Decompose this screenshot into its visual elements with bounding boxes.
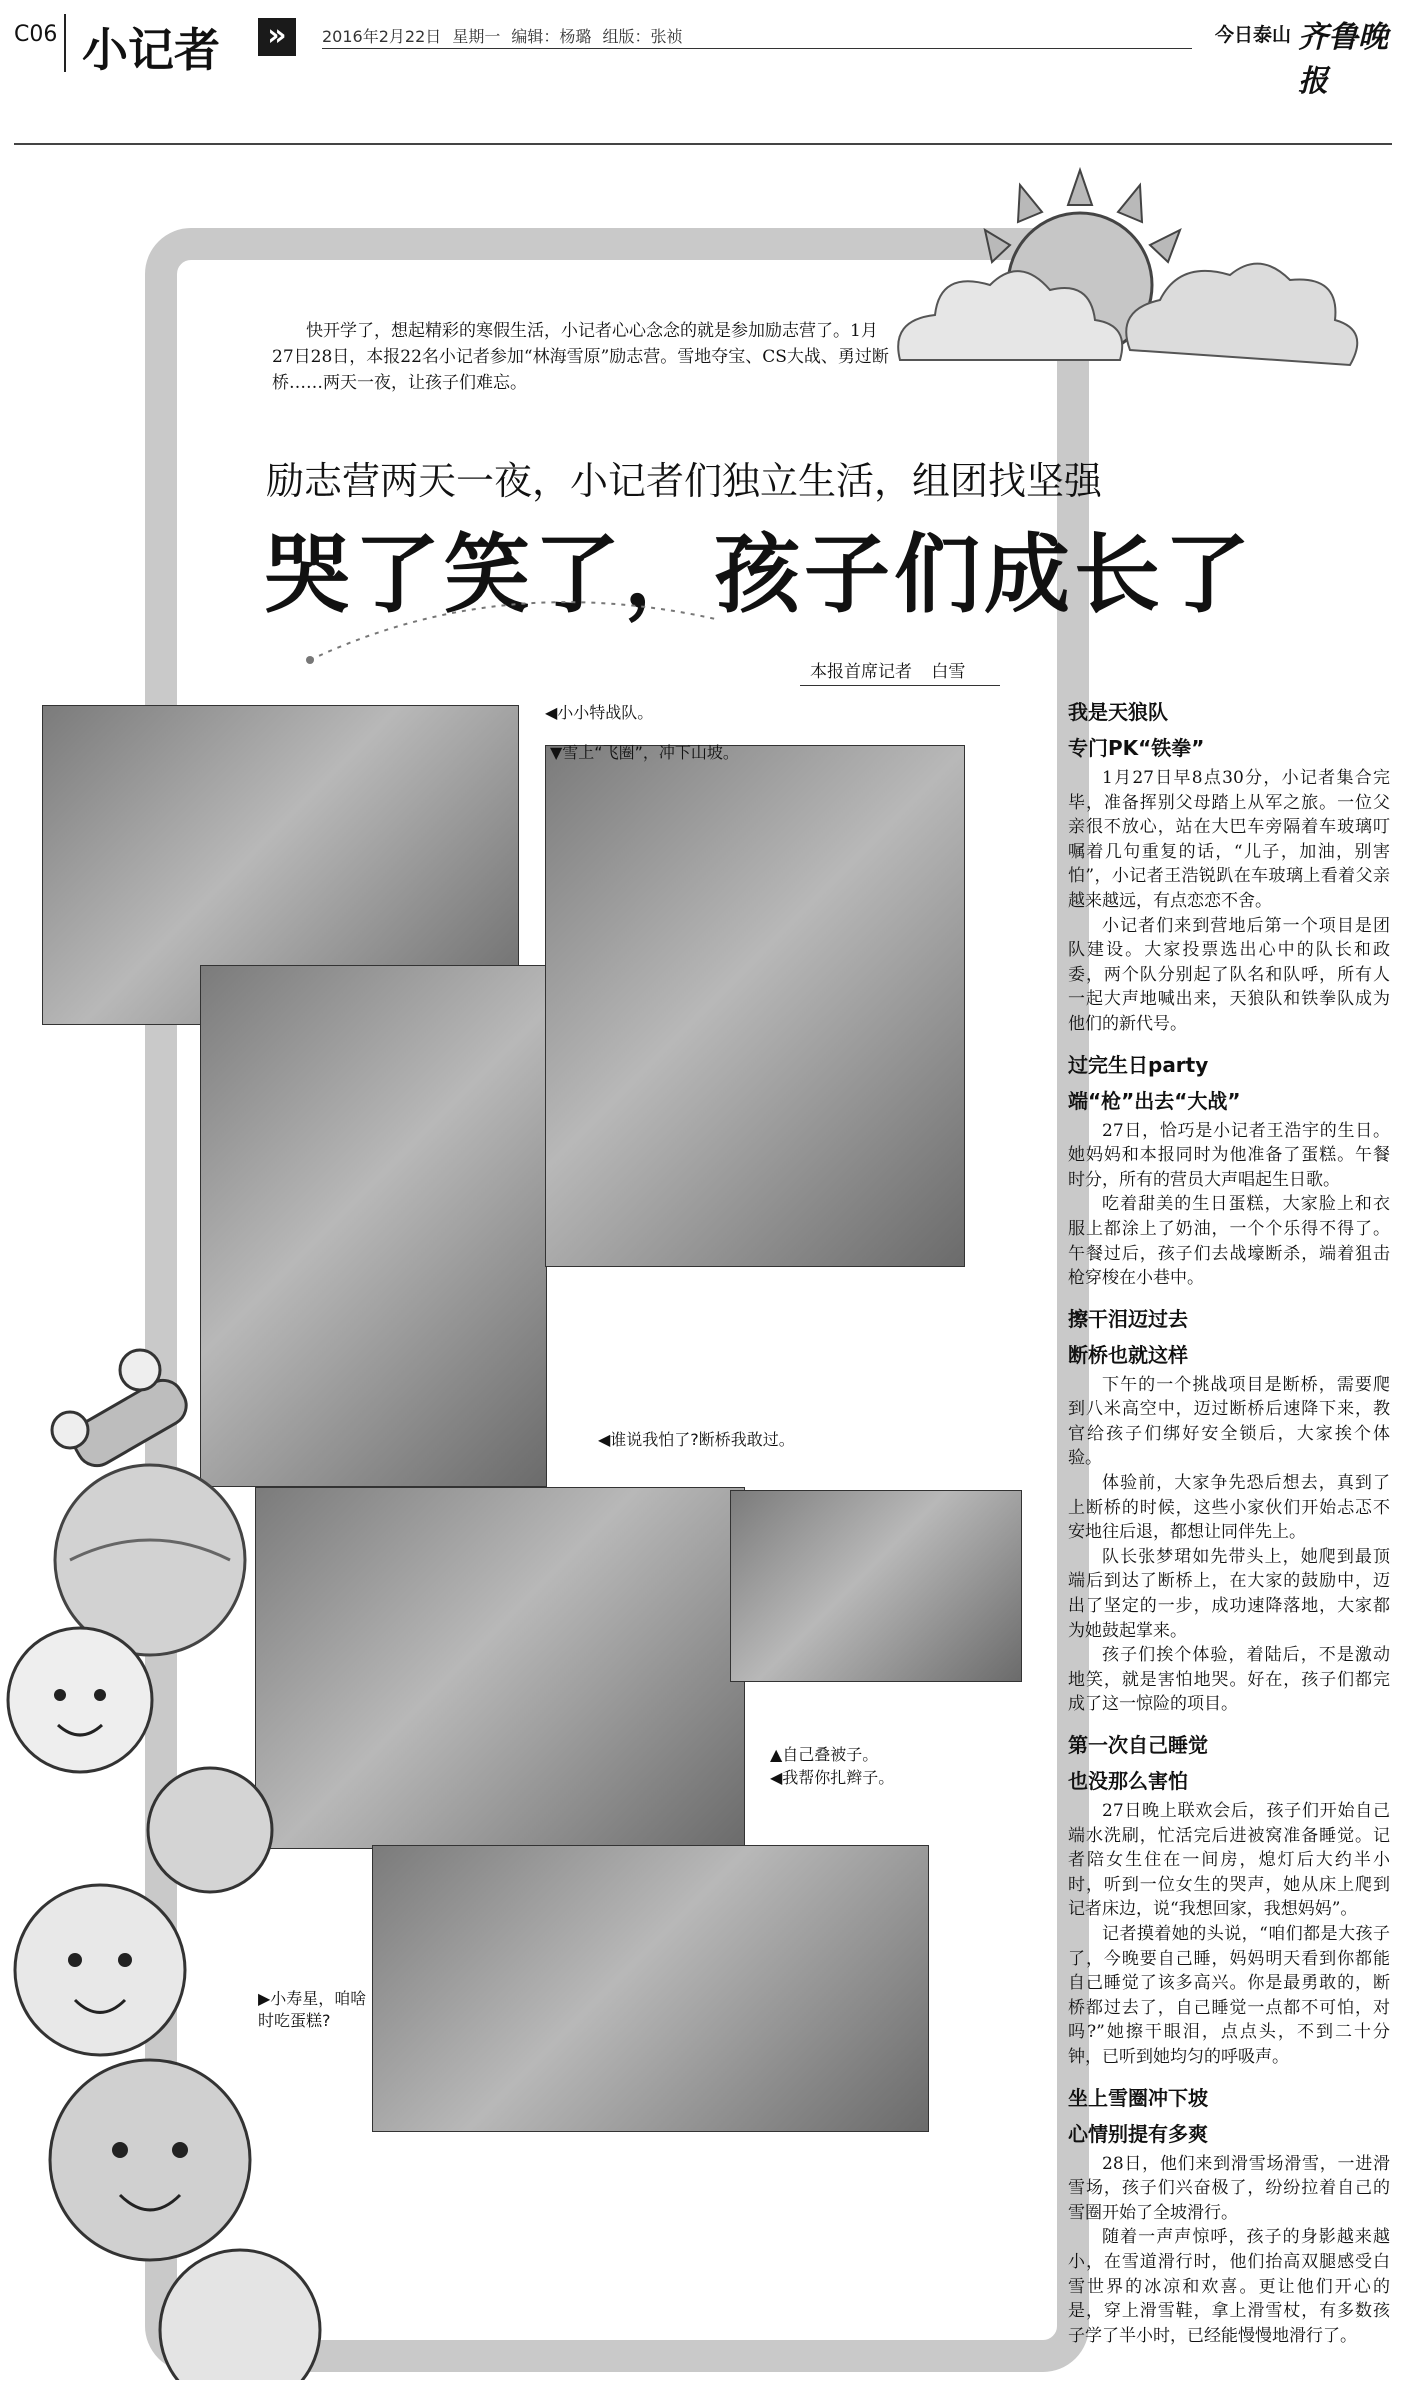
body-paragraph: 下午的一个挑战项目是断桥，需要爬到八米高空中，迈过断桥后速降下来，教官给孩子们绑好安全锁后，大家挨个体验。 bbox=[1068, 1374, 1390, 1469]
section-heading: 擦干泪迈过去 bbox=[1068, 1306, 1188, 1331]
body-paragraph: 记者摸着她的头说，“咱们都是大孩子了，今晚要自己睡，妈妈明天看到你都能自己睡觉了该多高兴。你是最勇敢的，断桥都过去了，自己睡觉一点都不可怕，对吗?”她擦干眼泪，点点头，不到二十分钟，已听到她均匀的呼吸声。 bbox=[1068, 1923, 1390, 2067]
byline: 本报首席记者 白雪 bbox=[810, 662, 966, 682]
masthead-rule bbox=[322, 48, 1192, 49]
photo-quilt bbox=[730, 1490, 1022, 1682]
section-subheading: 专门PK“铁拳” bbox=[1068, 736, 1205, 760]
newspaper-logo: 齐鲁晚报 bbox=[1298, 20, 1388, 99]
caption-quilt: ▲自己叠被子。 bbox=[770, 1745, 879, 1764]
section-heading: 第一次自己睡觉 bbox=[1068, 1733, 1208, 1757]
section-subheading: 心情别提有多爽 bbox=[1068, 2121, 1208, 2146]
section-heading: 过完生日party bbox=[1068, 1052, 1209, 1077]
body-paragraph: 28日，他们来到滑雪场滑雪，一进滑雪场，孩子们兴奋极了，纷纷拉着自己的雪圈开始了全坡滑行。 bbox=[1068, 2153, 1390, 2223]
article-section bbox=[1068, 694, 1390, 1037]
region-label: 今日泰山 bbox=[1215, 24, 1292, 46]
section-heading: 坐上雪圈冲下坡 bbox=[1068, 2085, 1208, 2110]
section-heading: 我是天狼队 bbox=[1068, 700, 1168, 724]
page-number: C06 bbox=[14, 22, 58, 47]
caption-birthday: ▶小寿星，咱啥时吃蛋糕? bbox=[258, 1989, 367, 2030]
headline: 哭了笑了，孩子们成长了 bbox=[264, 525, 1254, 625]
article-section bbox=[1068, 1301, 1390, 1717]
masthead-divider bbox=[64, 14, 66, 72]
byline-rule bbox=[800, 685, 1000, 686]
body-paragraph: 吃着甜美的生日蛋糕，大家脸上和衣服上都涂上了奶油，一个个乐得不得了。午餐过后，孩子们去战壕断杀，端着狙击枪穿梭在小巷中。 bbox=[1068, 1194, 1390, 1289]
body-paragraph: 孩子们挨个体验，着陆后，不是激动地笑，就是害怕地哭。好在，孩子们都完成了这一惊险的项目。 bbox=[1068, 1645, 1390, 1715]
section-subheading: 也没那么害怕 bbox=[1068, 1769, 1188, 1793]
body-paragraph: 随着一声声惊呼，孩子的身影越来越小，在雪道滑行时，他们抬高双腿感受白雪世界的冰凉和欢喜。更让他们开心的是，穿上滑雪鞋，拿上滑雪杖，有多数孩子学了半小时，已经能慢慢地滑行了。 bbox=[1068, 2227, 1390, 2346]
body-paragraph: 体验前，大家争先恐后想去，真到了上断桥的时候，这些小家伙们开始忐忑不安地往后退，都想让同伴先上。 bbox=[1068, 1473, 1390, 1543]
caption-braid: ◀我帮你扎辫子。 bbox=[770, 1768, 895, 1787]
caption-soldiers: ◀小小特战队。 bbox=[545, 703, 654, 722]
cartoon-kids-illustration bbox=[0, 1330, 370, 2380]
photo-birthday bbox=[372, 1845, 929, 2132]
body-paragraph: 队长张梦珺如先带头上，她爬到最顶端后到达了断桥上，在大家的鼓励中，迈出了坚定的一步，成功速降落地，大家都为她鼓起掌来。 bbox=[1068, 1546, 1390, 1641]
body-paragraph: 小记者们来到营地后第一个项目是团队建设。大家投票选出心中的队长和政委，两个队分别起了队名和队呼，所有人一起大声地喊出来，天狼队和铁拳队成为他们的新代号。 bbox=[1068, 915, 1390, 1034]
section-subheading: 断桥也就这样 bbox=[1068, 1342, 1188, 1367]
body-paragraph: 27日晚上联欢会后，孩子们开始自己端水洗刷，忙活完后进被窝准备睡觉。记者陪女生住在一间房，熄灯后大约半小时，听到一位女生的哭声，她从床上爬到记者床边，说“我想回家，我想妈妈”。 bbox=[1068, 1801, 1390, 1920]
article-section bbox=[1068, 2080, 1390, 2349]
photo-snow-sled bbox=[545, 745, 965, 1267]
article-section bbox=[1068, 1047, 1390, 1291]
body-paragraph: 27日，恰巧是小记者王浩宇的生日。她妈妈和本报同时为他准备了蛋糕。午餐时分，所有的营员大声唱起生日歌。 bbox=[1068, 1120, 1390, 1190]
dotted-arc-decoration bbox=[300, 580, 860, 700]
double-chevron-icon: » bbox=[258, 18, 296, 56]
body-paragraph: 1月27日早8点30分，小记者集合完毕，准备挥别父母踏上从军之旅。一位父亲很不放心，站在大巴车旁隔着车玻璃叮嘱着几句重复的话，“儿子，加油，别害怕”，小记者王浩锐趴在车玻璃上看着父亲越来越远，有点恋恋不舍。 bbox=[1068, 768, 1390, 911]
article-column bbox=[1068, 694, 1390, 2348]
section-title: 小记者 bbox=[82, 23, 220, 77]
intro-paragraph: 快开学了，想起精彩的寒假生活，小记者心心念念的就是参加励志营了。1月27日28日，本报22名小记者参加“林海雪原”励志营。雪地夺宝、CS大战、勇过断桥……两天一夜，让孩子们难忘。 bbox=[272, 321, 889, 393]
caption-sled: ▼雪上“飞圈”，冲下山坡。 bbox=[550, 743, 739, 762]
section-subheading: 端“枪”出去“大战” bbox=[1068, 1088, 1241, 1113]
caption-bridge: ◀谁说我怕了?断桥我敢过。 bbox=[598, 1430, 795, 1449]
sub-headline: 励志营两天一夜，小记者们独立生活，组团找坚强 bbox=[266, 459, 1103, 503]
sun-cloud-illustration bbox=[880, 150, 1380, 410]
article-section bbox=[1068, 1727, 1390, 2070]
date-editor-line: 2016年2月22日 星期一 编辑：杨璐 组版：张祯 bbox=[322, 27, 683, 46]
top-rule bbox=[14, 143, 1392, 145]
